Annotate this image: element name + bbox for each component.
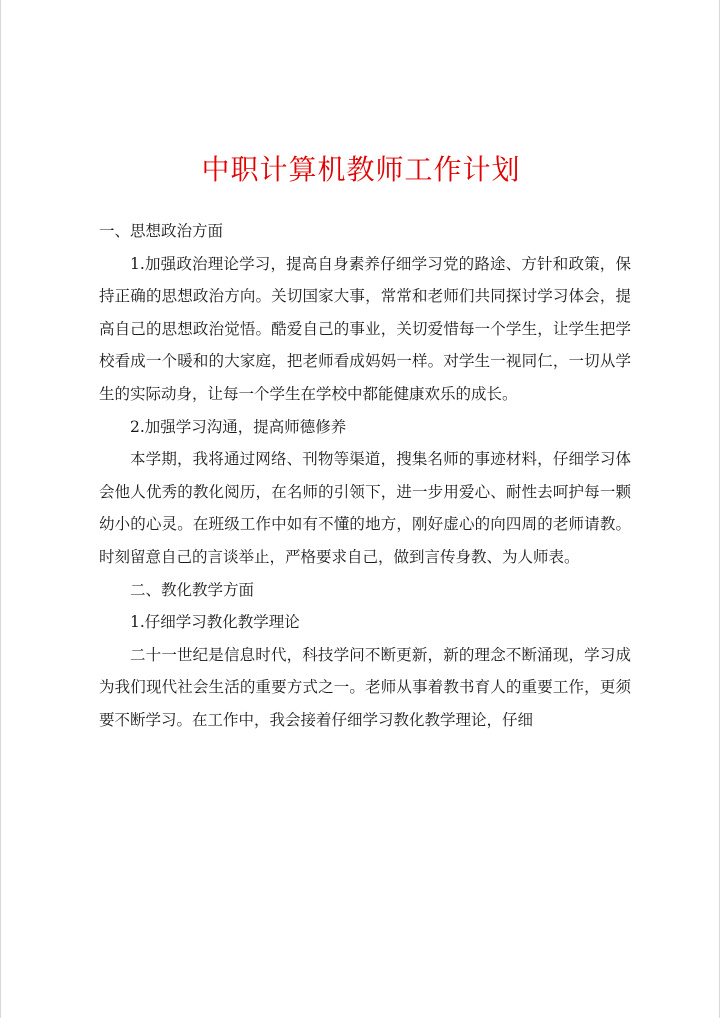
paragraph-theory: 二十一世纪是信息时代，科技学问不断更新，新的理念不断涌现，学习成为我们现代社会生活的重要方式之一。老师从事着教书育人的重要工作，更须要不断学习。在工作中，我会接着仔细学习教化教学理论，仔细	[99, 645, 631, 729]
subheading-theory: 1.仔细学习教化教学理论	[130, 613, 300, 632]
subheading-ethics: 2.加强学习沟通，提高师德修养	[130, 417, 347, 436]
paragraph-political-study: 1.加强政治理论学习，提高自身素养仔细学习党的路途、方针和政策，保持正确的思想政治方向。关切国家大事，常常和老师们共同探讨学习体会，提高自己的思想政治觉悟。酷爱自己的事业，关切爱惜每一个学生，让学生把学校看成一个暖和的大家庭，把老师看成妈妈一样。对学生一视同仁，一切从学生的实际动身，让每一个学生在学校中都能健康欢乐的成长。	[99, 254, 631, 403]
document-body	[99, 215, 631, 737]
document-title: 中职计算机教师工作计划	[201, 153, 521, 186]
section-heading-teaching: 二、教化教学方面	[130, 580, 255, 599]
section-heading-political: 一、思想政治方面	[99, 222, 224, 240]
paragraph-ethics: 本学期，我将通过网络、刊物等渠道，搜集名师的事迹材料，仔细学习体会他人优秀的教化阅历，在名师的引领下，进一步用爱心、耐性去呵护每一颗幼小的心灵。在班级工作中如有不懂的地方，刚好虚心的向四周的老师请教。时刻留意自己的言谈举止，严格要求自己，做到言传身教、为人师表。	[99, 450, 631, 566]
